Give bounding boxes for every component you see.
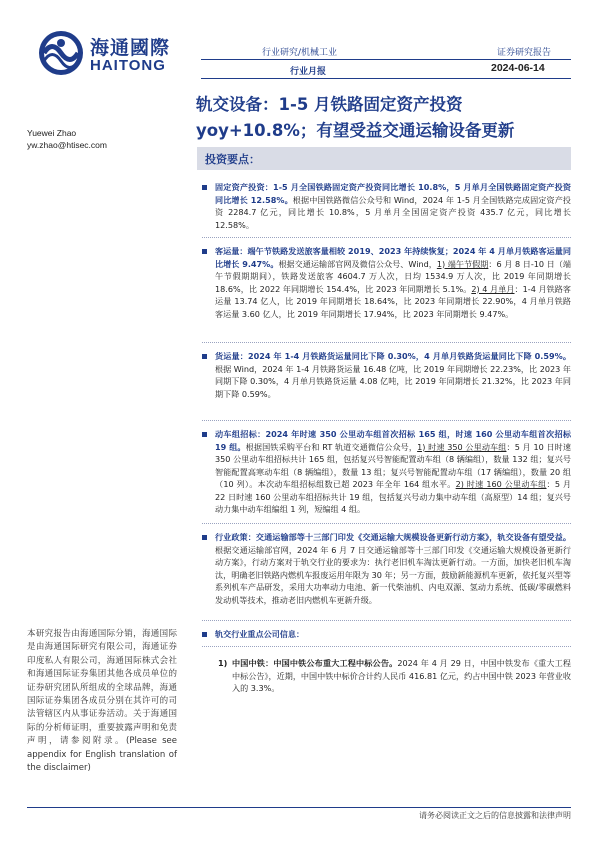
- bullet-industry-policy: [202, 531, 571, 606]
- bullet-fixed-asset-investment: [202, 181, 571, 231]
- author-block: [27, 127, 107, 151]
- company-highlight: 中国中铁：中国中铁公布重大工程中标公告。: [232, 658, 398, 668]
- bullet-subheading: 1) 端午节假期: [436, 258, 489, 269]
- bullet-separator: [202, 342, 571, 343]
- bullet-separator: [202, 646, 571, 647]
- bullet-text: ：6 月 8 日-10 日（端午节假期期间），铁路发送旅客 4604.7 万人次，日均 1534.9 万人次，比 2019 年同期增长 18.6%，比 2022 年同期增长 154.4%，比 2023 年同期增长 5.1%。: [215, 258, 571, 294]
- report-date: 2024-06-14: [491, 62, 545, 74]
- bullet-separator: [202, 523, 571, 524]
- bullet-text: 根据 Wind，2024 年 1-4 月铁路货运量 16.48 亿吨，比 2019 年同期增长 22.23%，比 2023 年同期下降 0.30%，4 月单月铁路货运量 4.08 亿吨，比 2019 年同期增长 21.32%，比 2023 年同期下降 0.59%。: [215, 363, 571, 399]
- bullet-separator: [202, 237, 571, 238]
- author-name: Yuewei Zhao: [27, 128, 77, 138]
- square-bullet-icon: [202, 535, 207, 540]
- logo-text-cn: 海通國際: [90, 37, 171, 59]
- bullet-text: ：5 月 10 日时速 350 公里动车组招标共计 165 组，包括复兴号智能配置动车组（8 辆编组），数量 132 组；复兴号智能配置高寒动车组（8 辆编组），数量 13 组；复兴号智能配置动车组（17 辆编组），数量 20 组（10 列）。本次动车组招标组数已超 2023 年全年 164 组水平。: [215, 441, 571, 489]
- bullet-separator: [202, 420, 571, 421]
- bullet-highlight: 客运量：端午节铁路发送旅客量相较 2019、2023 年持续恢复；2024 年 4 月单月铁路客运量同比增长 9.47%。: [215, 246, 571, 269]
- square-bullet-icon: [202, 354, 207, 359]
- logo-text-en: HAITONG: [90, 57, 166, 74]
- bullet-passenger-volume: [202, 245, 571, 320]
- title-line-1: 轨交设备：1-5 月铁路固定资产投资: [196, 95, 463, 114]
- bullet-highlight: 货运量：2024 年 1-4 月铁路货运量同比下降 0.30%，4 月单月铁路货运量同比下降 0.59%。: [215, 351, 571, 361]
- header-divider-bottom: [201, 78, 571, 79]
- square-bullet-icon: [202, 632, 207, 637]
- bullet-subheading: 2) 4 月单月: [471, 283, 515, 294]
- company-item-china-railway: [218, 657, 571, 695]
- square-bullet-icon: [202, 185, 207, 190]
- bullet-highlight: 固定资产投资：1-5 月全国铁路固定资产投资同比增长 10.8%，5 月单月全国铁路固定资产投资同比增长 12.58%。: [215, 182, 571, 205]
- bullet-freight-volume: [202, 350, 571, 400]
- bullet-highlight: 轨交行业重点公司信息：: [215, 629, 305, 639]
- bullet-key-companies: [202, 628, 571, 641]
- bullet-text: 根据交通运输部官网，2024 年 6 月 7 日交通运输部等十三部门印发《交通运输大规模设备更新行动方案》，行动方案对于轨交行业的要求为：执行老旧机车淘汰更新行动。一方面，加快老旧机车淘汰，明确老旧铁路内燃机车报废运用年限为 30 年；另一方面，鼓励新能源机车更新，依托复兴型等系列机车产品研发，采用大功率动力电池、新一代柴油机、内电双源、氢动力系统、低碳/零碳燃料发动机等技术，推动老旧内燃机车更新升级。: [215, 544, 571, 605]
- bullet-highlight: 行业政策：交通运输部等十三部门印发《交通运输大规模设备更新行动方案》，轨交设备有望受益。: [215, 532, 571, 542]
- haitong-logo-icon: [38, 30, 84, 76]
- square-bullet-icon: [202, 432, 207, 437]
- title-line-2: yoy+10.8%；有望受益交通运输设备更新: [196, 121, 515, 140]
- company-text: 2024 年 4 月 29 日，中国中铁发布《重大工程中标公告》，近期，中国中铁中标价合计约人民币 416.81 亿元，约占中国中铁 2023 年营业收入的 3.3%。: [232, 658, 571, 693]
- report-title: [196, 92, 571, 144]
- key-points-label: 投资要点：: [205, 153, 260, 166]
- company-item-number: 1): [218, 658, 228, 668]
- bullet-emu-tender: [202, 428, 571, 516]
- square-bullet-icon: [202, 249, 207, 254]
- footer-notice: 请务必阅读正文之后的信息披露和法律声明: [419, 811, 571, 820]
- report-category: 行业研究/机械工业: [262, 48, 338, 58]
- bullet-subheading: 1) 时速 350 公里动车组: [417, 441, 507, 452]
- report-series: 证券研究报告: [497, 48, 552, 58]
- footer-divider: [27, 807, 571, 808]
- header-divider: [201, 59, 571, 60]
- bullet-separator: [202, 620, 571, 621]
- author-email[interactable]: yw.zhao@htisec.com: [27, 140, 107, 150]
- bullet-subheading: 2) 时速 160 公里动车组: [455, 479, 547, 489]
- bullet-text: 根据中国铁路微信公众号和 Wind，2024 年 1-5 月全国铁路完成固定资产投资 2284.7 亿元，同比增长 10.8%，5 月单月全国固定资产投资 435.7 亿元，同比增长 12.58%。: [215, 194, 572, 230]
- bullet-text: 根据交通运输部官网及微信公众号、Wind，: [278, 258, 437, 269]
- bullet-text: 根据国铁采购平台和 RT 轨道交通微信公众号，: [245, 441, 418, 452]
- report-type: 行业月报: [290, 67, 327, 77]
- bullet-highlight: 动车组招标：2024 年时速 350 公里动车组首次招标 165 组，时速 160 公里动车组首次招标 19 组。: [215, 429, 571, 452]
- disclaimer-text: 本研究报告由海通国际分销，海通国际是由海通国际研究有限公司，海通证券印度私人有限公司，海通国际株式会社和海通国际证券集团其他各成员单位的证券研究团队所组成的全球品牌，海通国际证券集团各成员分别在其许可的司法管辖区内从事证券活动。关于海通国际的分析师证明，重要披露声明和免责声明，请参阅附录。(Please see appendix for English translation of the disclaimer): [27, 629, 177, 774]
- bullet-text: ：5 月 22 日时速 160 公里动车组招标共计 19 组，包括复兴号动力集中动车组（高原型）14 组；复兴号动力集中动车组编组 1 列，短编组 4 组。: [215, 479, 571, 514]
- haitong-logo: [38, 30, 196, 76]
- bullet-text: ：1-4 月铁路客运量 13.74 亿人，比 2019 年同期增长 18.64%，比 2023 年同期增长 22.90%，4 月单月铁路客运量 3.60 亿人，比 2019 年同期增长 17.94%，比 2023 年同期增长 9.47%。: [215, 283, 572, 319]
